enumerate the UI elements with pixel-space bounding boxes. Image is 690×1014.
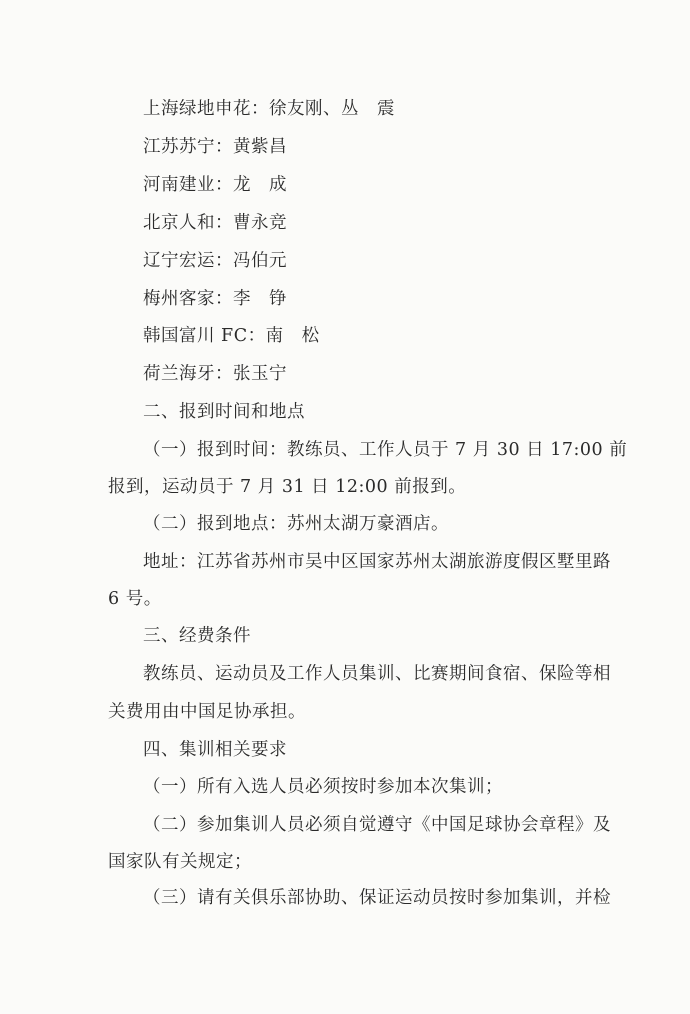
player-names: 南 松 [265,326,320,346]
roster-line [0,287,690,311]
paragraph-line: 地址：江苏省苏州市吴中区国家苏州太湖旅游度假区墅里路 [143,552,611,572]
paragraph-line: （二）报到地点：苏州太湖万豪酒店。 [143,514,449,534]
player-names: 黄紫昌 [233,137,287,157]
paragraph-line: 报到，运动员于 7 月 31 日 12:00 前报到。 [108,477,467,497]
paragraph-line: 关费用由中国足协承担。 [108,702,306,722]
club-name: 荷兰海牙： [143,364,233,384]
club-name: 上海绿地申花： [143,99,269,119]
paragraph-line: （三）请有关俱乐部协助、保证运动员按时参加集训，并检 [143,888,611,908]
paragraph-line: 6 号。 [108,589,162,609]
club-name: 辽宁宏运： [143,251,233,271]
roster-line [0,211,690,235]
player-names: 李 铮 [233,289,287,309]
paragraph-line: （一）所有入选人员必须按时参加本次集训； [143,777,503,797]
player-names: 徐友刚、丛 震 [269,99,395,119]
player-names: 龙 成 [233,175,287,195]
player-names: 冯伯元 [233,251,287,271]
roster-line [0,173,690,197]
roster-line [0,249,690,273]
roster-line [0,324,690,348]
player-names: 张玉宁 [233,364,287,384]
club-name: 韩国富川 FC： [143,326,266,346]
paragraph-line: 教练员、运动员及工作人员集训、比赛期间食宿、保险等相 [143,664,611,684]
roster-line [0,97,690,121]
club-name: 北京人和： [143,213,233,233]
club-name: 梅州客家： [143,289,233,309]
player-names: 曹永竞 [233,213,287,233]
club-name: 河南建业： [143,175,233,195]
paragraph-line: 国家队有关规定； [108,852,252,872]
section-heading: 二、报到时间和地点 [143,402,305,422]
section-heading: 三、经费条件 [143,626,251,646]
section-heading: 四、集训相关要求 [143,740,287,760]
roster-line [0,135,690,159]
paragraph-line: （一）报到时间：教练员、工作人员于 7 月 30 日 17:00 前 [143,440,628,460]
paragraph-line: （二）参加集训人员必须自觉遵守《中国足球协会章程》及 [143,815,611,835]
club-name: 江苏苏宁： [143,137,233,157]
roster-line [0,362,690,386]
